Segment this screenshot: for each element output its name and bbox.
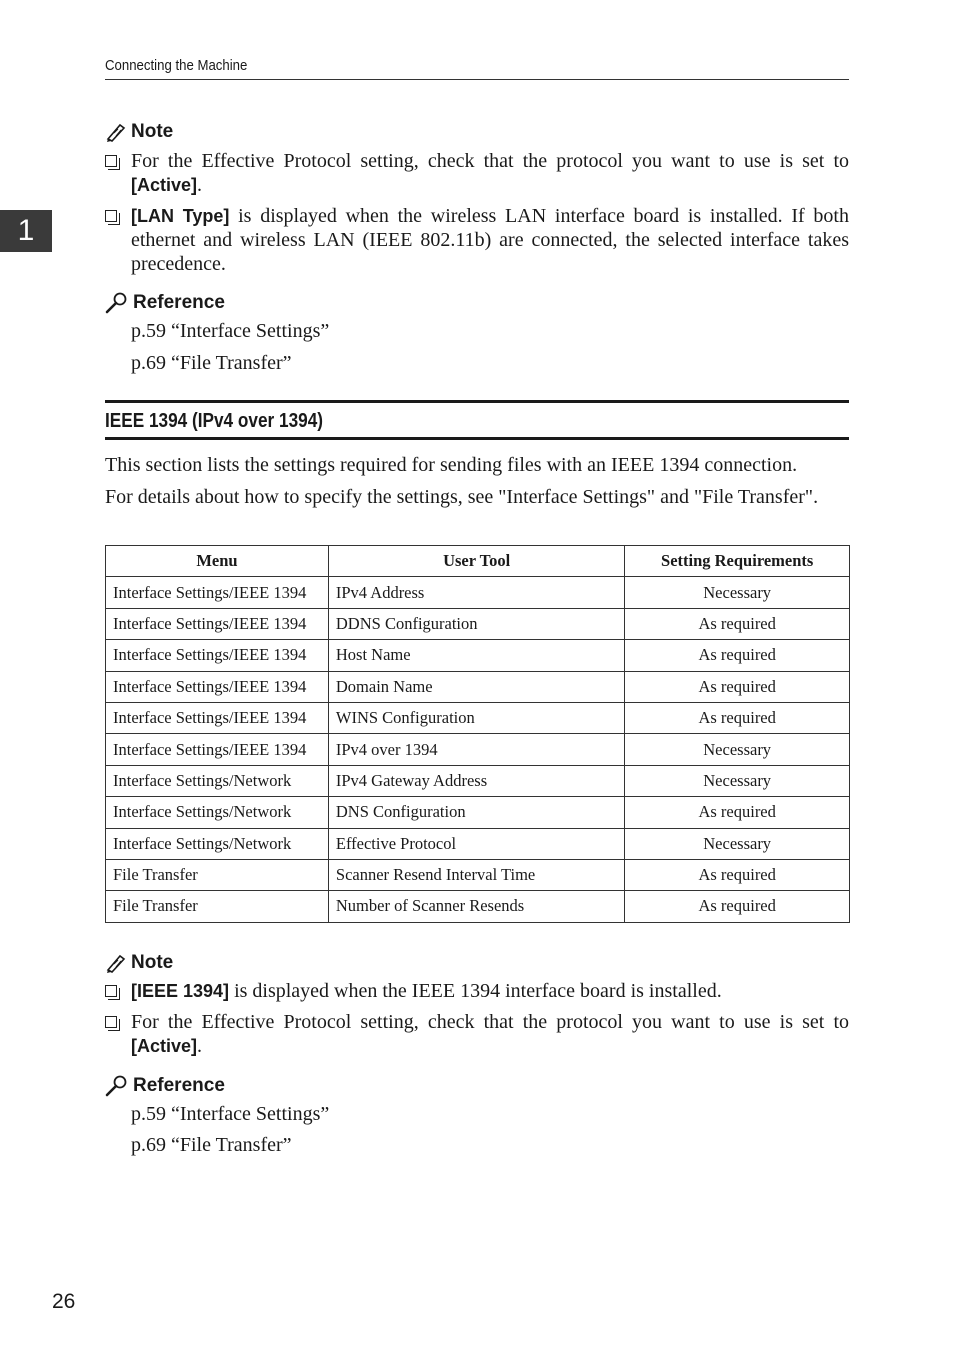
menu-cell: Interface Settings/Network (106, 828, 329, 859)
checkbox-bullet-icon (105, 155, 117, 167)
requirement-cell: Necessary (625, 577, 850, 608)
requirement-cell: Necessary (625, 828, 850, 859)
table-row (106, 608, 850, 639)
requirement-cell: As required (625, 671, 850, 702)
user-tool-cell: Scanner Resend Interval Time (328, 859, 624, 890)
menu-cell: Interface Settings/Network (106, 797, 329, 828)
reference-heading-label: Reference (133, 292, 225, 313)
table-row (106, 577, 850, 608)
magnifier-icon (105, 1075, 129, 1097)
requirement-cell: Necessary (625, 734, 850, 765)
menu-cell: Interface Settings/Network (106, 765, 329, 796)
user-tool-cell: DDNS Configuration (328, 608, 624, 639)
menu-cell: Interface Settings/IEEE 1394 (106, 734, 329, 765)
table-row (106, 859, 850, 890)
note-item: [LAN Type] is displayed when the wireless LAN interface board is installed. If both ethernet and wireless LAN (IEEE 802.11b) are connected, the selected interface takes precedence. (105, 204, 849, 276)
column-header: Setting Requirements (625, 546, 850, 577)
reference-block-1 (105, 291, 849, 375)
reference-block-2 (105, 1074, 849, 1157)
reference-link[interactable]: p.69 “File Transfer” (131, 1134, 292, 1156)
table-row (106, 891, 850, 922)
menu-cell: File Transfer (106, 859, 329, 890)
magnifier-icon (105, 292, 129, 314)
table-row (106, 797, 850, 828)
user-tool-cell: Host Name (328, 640, 624, 671)
pencil-icon (105, 122, 127, 142)
table-row (106, 828, 850, 859)
note-heading (105, 951, 849, 975)
user-tool-cell: Number of Scanner Resends (328, 891, 624, 922)
table-row (106, 765, 850, 796)
page-number: 26 (52, 1290, 76, 1313)
reference-link[interactable]: p.59 “Interface Settings” (131, 1103, 330, 1125)
section-title (105, 400, 849, 440)
user-tool-cell: WINS Configuration (328, 702, 624, 733)
menu-cell: Interface Settings/IEEE 1394 (106, 702, 329, 733)
user-tool-cell: Domain Name (328, 671, 624, 702)
settings-table (105, 545, 850, 923)
menu-cell: Interface Settings/IEEE 1394 (106, 577, 329, 608)
table-row (106, 734, 850, 765)
column-header: Menu (106, 546, 329, 577)
menu-cell: Interface Settings/IEEE 1394 (106, 608, 329, 639)
running-header-title: Connecting the Machine (105, 57, 248, 74)
reference-link[interactable]: p.69 “File Transfer” (131, 352, 292, 374)
table-row (106, 702, 850, 733)
reference-heading (105, 1074, 849, 1098)
column-header: User Tool (328, 546, 624, 577)
note-item: [IEEE 1394] is displayed when the IEEE 1394 interface board is installed. (105, 979, 849, 1003)
reference-heading-label: Reference (133, 1075, 225, 1096)
note-heading-label: Note (131, 121, 174, 142)
reference-heading (105, 291, 849, 315)
note-heading-label: Note (131, 952, 174, 973)
note-item: For the Effective Protocol setting, check that the protocol you want to use is set to [Active]. (105, 1010, 849, 1058)
pencil-icon (105, 953, 127, 973)
note-block-1 (105, 120, 849, 276)
reference-link[interactable]: p.59 “Interface Settings” (131, 320, 330, 342)
requirement-cell: As required (625, 797, 850, 828)
checkbox-bullet-icon (105, 210, 117, 222)
table-row (106, 640, 850, 671)
user-tool-cell: IPv4 Address (328, 577, 624, 608)
running-header (105, 57, 849, 80)
section-title-text: IEEE 1394 (IPv4 over 1394) (105, 410, 324, 432)
requirement-cell: As required (625, 891, 850, 922)
menu-cell: Interface Settings/IEEE 1394 (106, 640, 329, 671)
user-tool-cell: IPv4 over 1394 (328, 734, 624, 765)
checkbox-bullet-icon (105, 985, 117, 997)
menu-cell: File Transfer (106, 891, 329, 922)
checkbox-bullet-icon (105, 1016, 117, 1028)
requirement-cell: Necessary (625, 765, 850, 796)
section-details: For details about how to specify the settings, see "Interface Settings" and "File Transfer". (105, 486, 819, 508)
note-heading (105, 120, 849, 144)
user-tool-cell: DNS Configuration (328, 797, 624, 828)
section-intro: This section lists the settings required for sending files with an IEEE 1394 connection. (105, 454, 798, 476)
user-tool-cell: IPv4 Gateway Address (328, 765, 624, 796)
note-block-2 (105, 951, 849, 1058)
requirement-cell: As required (625, 859, 850, 890)
requirement-cell: As required (625, 608, 850, 639)
table-header-row (106, 546, 850, 577)
menu-cell: Interface Settings/IEEE 1394 (106, 671, 329, 702)
requirement-cell: As required (625, 702, 850, 733)
requirement-cell: As required (625, 640, 850, 671)
note-item: For the Effective Protocol setting, check that the protocol you want to use is set to [Active]. (105, 149, 849, 197)
table-row (106, 671, 850, 702)
chapter-tab: 1 (0, 210, 52, 252)
user-tool-cell: Effective Protocol (328, 828, 624, 859)
